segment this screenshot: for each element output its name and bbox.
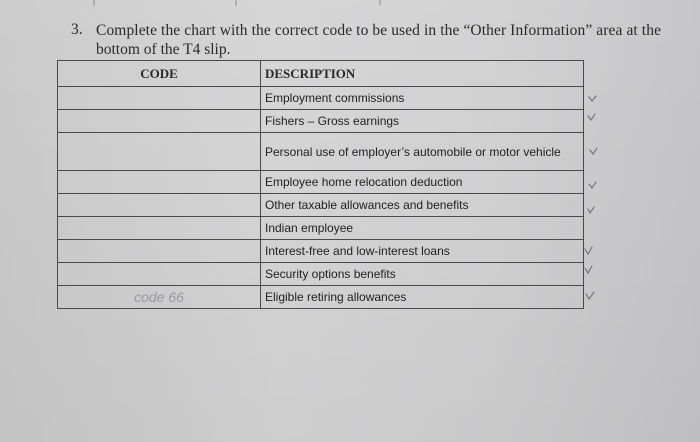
top-edge-marks (0, 0, 700, 20)
table-row (58, 87, 584, 110)
code-cell[interactable] (58, 87, 261, 110)
check-mark-icon (588, 207, 594, 213)
question-text-line-1: Complete the chart with the correct code to be used in the “Other Information” area at the (96, 22, 662, 39)
table-row (58, 193, 584, 216)
check-mark-icon (590, 148, 597, 154)
description-column-header: DESCRIPTION (261, 61, 584, 87)
description-cell: Indian employee (261, 216, 584, 239)
table-row (58, 110, 584, 133)
code-cell[interactable] (58, 193, 261, 216)
check-mark-icon (585, 266, 592, 273)
table-row (58, 170, 584, 193)
check-mark-icon (589, 182, 596, 188)
description-cell: Employee home relocation deduction (261, 170, 584, 193)
description-cell: Eligible retiring allowances (261, 285, 584, 308)
code-column-header: CODE (58, 61, 261, 87)
check-mark-icon (588, 114, 595, 120)
check-mark-icon (585, 247, 592, 254)
code-cell[interactable] (58, 216, 261, 239)
table-row (58, 239, 584, 262)
code-cell[interactable] (58, 133, 261, 171)
check-mark-icon (589, 96, 596, 101)
table-row (58, 216, 584, 239)
code-cell[interactable] (58, 170, 261, 193)
description-cell: Security options benefits (261, 262, 584, 285)
code-cell[interactable] (58, 110, 261, 133)
table-row (58, 285, 584, 308)
table-row (58, 133, 584, 171)
question-text-line-2: bottom of the T4 slip. (96, 41, 231, 58)
table-row (58, 262, 584, 285)
description-cell: Interest-free and low-interest loans (261, 239, 584, 262)
check-mark-icon (586, 292, 594, 299)
description-cell: Personal use of employer’s automobile or motor vehicle (261, 133, 584, 171)
description-cell: Employment commissions (261, 87, 584, 110)
question-number: 3. (71, 21, 83, 38)
code-cell[interactable] (58, 239, 261, 262)
code-cell[interactable]: code 66 (58, 285, 261, 308)
code-description-table (57, 60, 584, 309)
description-cell: Other taxable allowances and benefits (261, 193, 584, 216)
description-cell: Fishers – Gross earnings (261, 110, 584, 133)
code-cell[interactable] (58, 262, 261, 285)
table-header-row (58, 61, 584, 87)
